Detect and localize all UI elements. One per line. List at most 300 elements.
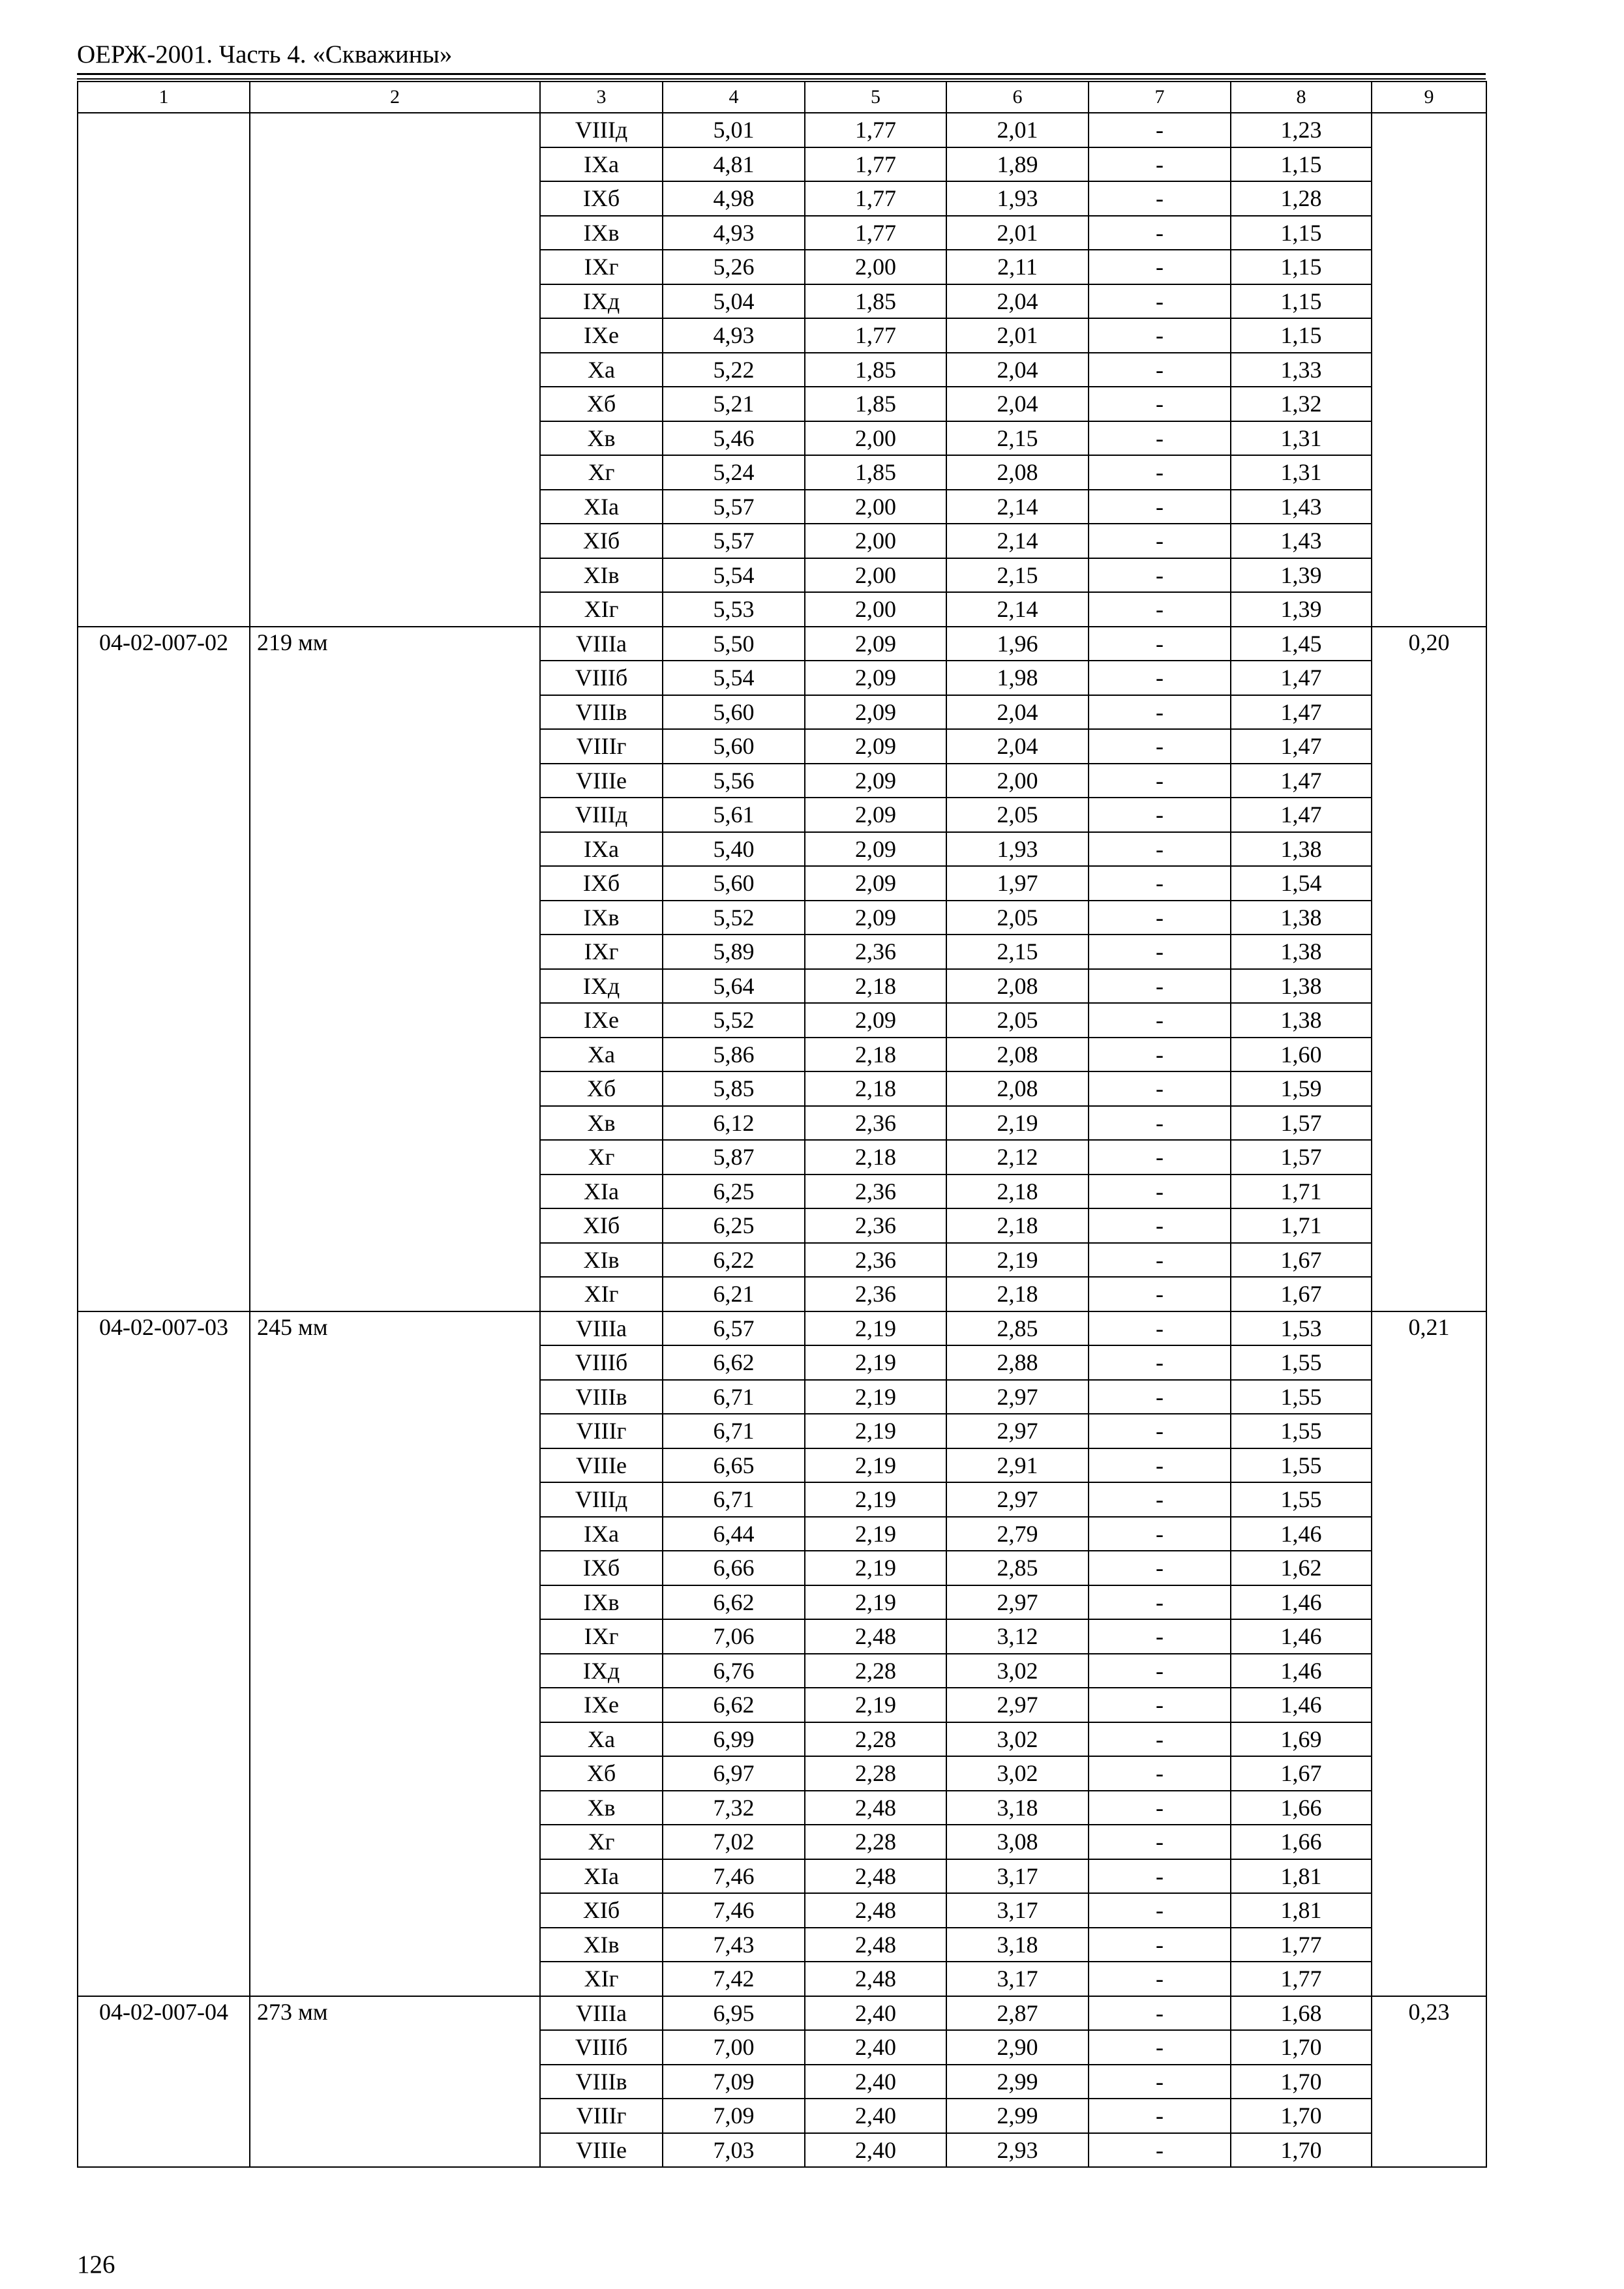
- value-cell: -: [1089, 1791, 1231, 1825]
- value-cell: 2,04: [946, 695, 1089, 730]
- value-cell: 1,70: [1231, 2030, 1372, 2065]
- rock-category-cell: IXб: [540, 181, 663, 216]
- value-cell: 2,08: [946, 1038, 1089, 1072]
- value-cell: 2,09: [805, 901, 946, 935]
- rock-category-cell: VIIIа: [540, 1996, 663, 2031]
- value-cell: 1,38: [1231, 1003, 1372, 1038]
- value-cell: 6,25: [663, 1208, 805, 1243]
- rock-category-cell: IXа: [540, 1517, 663, 1551]
- value-cell: 1,55: [1231, 1414, 1372, 1448]
- value-cell: 2,11: [946, 250, 1089, 284]
- value-cell: -: [1089, 1962, 1231, 1996]
- value-cell: 1,98: [946, 661, 1089, 695]
- value-cell: -: [1089, 627, 1231, 661]
- value-cell: 1,15: [1231, 216, 1372, 250]
- value-cell: 2,19: [805, 1345, 946, 1380]
- value-cell: 5,22: [663, 353, 805, 387]
- value-cell: -: [1089, 1106, 1231, 1141]
- diameter-cell: 245 мм: [250, 1311, 540, 1996]
- value-cell: 2,48: [805, 1791, 946, 1825]
- rock-category-cell: Xг: [540, 1825, 663, 1859]
- value-cell: 5,52: [663, 901, 805, 935]
- column-number: 2: [250, 82, 540, 113]
- table-row: [78, 627, 1486, 661]
- norm-code-cell: 04-02-007-03: [78, 1311, 250, 1996]
- page-number: 126: [77, 2251, 115, 2279]
- value-cell: 2,14: [946, 524, 1089, 558]
- value-cell: 2,09: [805, 764, 946, 798]
- value-cell: 3,17: [946, 1893, 1089, 1928]
- value-cell: 1,85: [805, 353, 946, 387]
- rock-category-cell: Xа: [540, 1038, 663, 1072]
- rock-category-cell: VIIIа: [540, 1311, 663, 1346]
- value-cell: 5,50: [663, 627, 805, 661]
- value-cell: 5,61: [663, 798, 805, 832]
- value-cell: 7,03: [663, 2133, 805, 2168]
- value-cell: 2,00: [805, 250, 946, 284]
- value-cell: -: [1089, 935, 1231, 969]
- value-cell: 2,19: [805, 1448, 946, 1483]
- value-cell: 1,66: [1231, 1791, 1372, 1825]
- value-cell: -: [1089, 1756, 1231, 1791]
- value-cell: 5,85: [663, 1071, 805, 1106]
- value-cell: 6,62: [663, 1585, 805, 1620]
- value-cell: 1,93: [946, 181, 1089, 216]
- value-cell: 7,09: [663, 2099, 805, 2133]
- value-cell: 2,01: [946, 113, 1089, 147]
- value-cell: 5,56: [663, 764, 805, 798]
- value-cell: 2,40: [805, 2099, 946, 2133]
- value-cell: -: [1089, 1038, 1231, 1072]
- value-cell: -: [1089, 387, 1231, 421]
- value-cell: 1,77: [805, 318, 946, 353]
- value-cell: 2,40: [805, 2065, 946, 2099]
- value-cell: -: [1089, 318, 1231, 353]
- value-cell: 2,08: [946, 969, 1089, 1004]
- value-cell: 2,97: [946, 1585, 1089, 1620]
- value-cell: 2,87: [946, 1996, 1089, 2031]
- value-cell: 2,36: [805, 935, 946, 969]
- value-cell: 3,17: [946, 1962, 1089, 1996]
- rock-category-cell: VIIIд: [540, 113, 663, 147]
- value-cell: 2,00: [805, 592, 946, 627]
- value-cell: 7,02: [663, 1825, 805, 1859]
- value-cell: 2,48: [805, 1962, 946, 1996]
- value-cell: 2,09: [805, 832, 946, 867]
- value-cell: 2,12: [946, 1140, 1089, 1174]
- value-cell: 2,19: [805, 1482, 946, 1517]
- value-cell: 1,28: [1231, 181, 1372, 216]
- rock-category-cell: XIг: [540, 592, 663, 627]
- value-cell: 2,48: [805, 1893, 946, 1928]
- value-cell: 1,70: [1231, 2099, 1372, 2133]
- rock-category-cell: IXд: [540, 1654, 663, 1688]
- value-cell: -: [1089, 250, 1231, 284]
- value-cell: 7,46: [663, 1859, 805, 1894]
- value-cell: -: [1089, 1311, 1231, 1346]
- value-cell: 3,02: [946, 1654, 1089, 1688]
- value-cell: 3,18: [946, 1928, 1089, 1962]
- value-cell: 2,01: [946, 216, 1089, 250]
- value-cell: 2,18: [805, 1140, 946, 1174]
- value-cell: 5,87: [663, 1140, 805, 1174]
- value-cell: 5,21: [663, 387, 805, 421]
- rock-category-cell: Xб: [540, 387, 663, 421]
- value-cell: 3,02: [946, 1722, 1089, 1757]
- value-cell: 2,91: [946, 1448, 1089, 1483]
- diameter-cell: 273 мм: [250, 1996, 540, 2168]
- value-cell: 6,62: [663, 1688, 805, 1722]
- value-cell: 1,23: [1231, 113, 1372, 147]
- value-cell: 2,09: [805, 866, 946, 901]
- value-cell: -: [1089, 661, 1231, 695]
- value-cell: -: [1089, 1551, 1231, 1585]
- value-cell: 6,95: [663, 1996, 805, 2031]
- value-cell: 1,47: [1231, 661, 1372, 695]
- value-cell: 2,19: [805, 1517, 946, 1551]
- value-cell: 1,15: [1231, 147, 1372, 182]
- value-cell: 2,18: [805, 1038, 946, 1072]
- value-cell: 1,32: [1231, 387, 1372, 421]
- rock-category-cell: IXг: [540, 1619, 663, 1654]
- rock-category-cell: Xг: [540, 1140, 663, 1174]
- value-cell: 2,08: [946, 1071, 1089, 1106]
- value-cell: 1,67: [1231, 1756, 1372, 1791]
- value-cell: -: [1089, 1585, 1231, 1620]
- rock-category-cell: Xв: [540, 1791, 663, 1825]
- value-cell: 2,79: [946, 1517, 1089, 1551]
- value-cell: 2,40: [805, 1996, 946, 2031]
- rock-category-cell: XIв: [540, 1928, 663, 1962]
- norm-code-cell: [78, 113, 250, 627]
- value-cell: -: [1089, 1517, 1231, 1551]
- value-cell: 1,97: [946, 866, 1089, 901]
- value-cell: 1,43: [1231, 524, 1372, 558]
- rock-category-cell: VIIIг: [540, 1414, 663, 1448]
- value-cell: 1,39: [1231, 592, 1372, 627]
- value-cell: 5,60: [663, 866, 805, 901]
- value-cell: -: [1089, 216, 1231, 250]
- rock-category-cell: VIIIд: [540, 1482, 663, 1517]
- value-cell: -: [1089, 147, 1231, 182]
- page-header-title: ОЕРЖ-2001. Часть 4. «Скважины»: [77, 40, 453, 68]
- value-cell: 2,99: [946, 2099, 1089, 2133]
- value-cell: -: [1089, 1825, 1231, 1859]
- value-cell: -: [1089, 901, 1231, 935]
- rock-category-cell: Xа: [540, 1722, 663, 1757]
- column-number: 6: [946, 82, 1089, 113]
- rock-category-cell: IXв: [540, 216, 663, 250]
- value-cell: 2,28: [805, 1654, 946, 1688]
- value-cell: 1,68: [1231, 1996, 1372, 2031]
- rock-category-cell: IXе: [540, 1003, 663, 1038]
- value-cell: 2,19: [805, 1380, 946, 1414]
- rock-category-cell: VIIIв: [540, 695, 663, 730]
- rock-category-cell: XIб: [540, 524, 663, 558]
- value-cell: 1,57: [1231, 1106, 1372, 1141]
- value-cell: 2,18: [946, 1208, 1089, 1243]
- value-cell: 1,93: [946, 832, 1089, 867]
- value-cell: 1,38: [1231, 935, 1372, 969]
- value-cell: 1,71: [1231, 1208, 1372, 1243]
- rock-category-cell: VIIIб: [540, 661, 663, 695]
- value-cell: 2,48: [805, 1859, 946, 1894]
- value-cell: -: [1089, 1996, 1231, 2031]
- value-cell: 5,54: [663, 558, 805, 593]
- value-cell: 6,25: [663, 1174, 805, 1209]
- value-cell: 1,81: [1231, 1859, 1372, 1894]
- value-cell: 7,42: [663, 1962, 805, 1996]
- value-cell: -: [1089, 558, 1231, 593]
- value-cell: 2,36: [805, 1208, 946, 1243]
- header-rule-thick: [77, 73, 1486, 75]
- value-cell: 6,21: [663, 1277, 805, 1311]
- value-cell: 2,48: [805, 1928, 946, 1962]
- value-cell: -: [1089, 1414, 1231, 1448]
- value-cell: 5,60: [663, 729, 805, 764]
- value-cell: -: [1089, 1619, 1231, 1654]
- value-cell: 2,28: [805, 1722, 946, 1757]
- rock-category-cell: VIIIг: [540, 2099, 663, 2133]
- value-cell: 7,43: [663, 1928, 805, 1962]
- value-cell: 1,15: [1231, 250, 1372, 284]
- value-cell: 1,38: [1231, 901, 1372, 935]
- value-cell: 2,18: [805, 969, 946, 1004]
- value-cell: 1,85: [805, 455, 946, 490]
- value-cell: -: [1089, 1893, 1231, 1928]
- value-cell: 1,15: [1231, 318, 1372, 353]
- value-cell: 2,09: [805, 695, 946, 730]
- value-cell: 2,04: [946, 387, 1089, 421]
- value-cell: -: [1089, 524, 1231, 558]
- value-cell: -: [1089, 1654, 1231, 1688]
- value-cell: 2,15: [946, 421, 1089, 456]
- value-cell: -: [1089, 455, 1231, 490]
- column-number: 8: [1231, 82, 1372, 113]
- column-number: 7: [1089, 82, 1231, 113]
- value-cell: 2,19: [805, 1414, 946, 1448]
- value-cell: 1,81: [1231, 1893, 1372, 1928]
- rock-category-cell: Xб: [540, 1071, 663, 1106]
- value-cell: 1,31: [1231, 421, 1372, 456]
- value-cell: 2,04: [946, 729, 1089, 764]
- norm-code-cell: 04-02-007-02: [78, 627, 250, 1311]
- value-cell: 2,28: [805, 1756, 946, 1791]
- value-cell: 2,40: [805, 2133, 946, 2168]
- value-cell: 1,46: [1231, 1517, 1372, 1551]
- value-cell: 3,12: [946, 1619, 1089, 1654]
- value-cell: 1,46: [1231, 1688, 1372, 1722]
- value-cell: 2,09: [805, 1003, 946, 1038]
- value-cell: 2,36: [805, 1174, 946, 1209]
- table-body: [78, 113, 1486, 2167]
- rock-category-cell: XIв: [540, 1243, 663, 1278]
- value-cell: 2,19: [946, 1243, 1089, 1278]
- value-cell: 5,60: [663, 695, 805, 730]
- rock-category-cell: IXе: [540, 318, 663, 353]
- value-cell: 5,53: [663, 592, 805, 627]
- value-cell: 2,18: [946, 1277, 1089, 1311]
- value-cell: 1,38: [1231, 969, 1372, 1004]
- value-cell: 1,47: [1231, 729, 1372, 764]
- value-cell: 1,70: [1231, 2133, 1372, 2168]
- value-cell: -: [1089, 1140, 1231, 1174]
- value-cell: 1,96: [946, 627, 1089, 661]
- value-cell: 2,40: [805, 2030, 946, 2065]
- value-cell: 2,00: [805, 490, 946, 524]
- value-cell: 2,88: [946, 1345, 1089, 1380]
- value-cell: 2,85: [946, 1311, 1089, 1346]
- column-number: 5: [805, 82, 946, 113]
- value-cell: -: [1089, 113, 1231, 147]
- value-cell: 5,40: [663, 832, 805, 867]
- rock-category-cell: VIIIд: [540, 798, 663, 832]
- value-cell: -: [1089, 1208, 1231, 1243]
- value-cell: 7,32: [663, 1791, 805, 1825]
- value-cell: 1,60: [1231, 1038, 1372, 1072]
- value-cell: 1,31: [1231, 455, 1372, 490]
- rock-category-cell: XIг: [540, 1962, 663, 1996]
- value-cell: 1,57: [1231, 1140, 1372, 1174]
- value-cell: -: [1089, 1345, 1231, 1380]
- col9-value-cell: [1372, 113, 1486, 627]
- value-cell: 2,14: [946, 592, 1089, 627]
- value-cell: 5,64: [663, 969, 805, 1004]
- value-cell: 1,85: [805, 284, 946, 319]
- value-cell: 5,26: [663, 250, 805, 284]
- diameter-cell: [250, 113, 540, 627]
- rock-category-cell: VIIIв: [540, 2065, 663, 2099]
- value-cell: 1,33: [1231, 353, 1372, 387]
- value-cell: -: [1089, 798, 1231, 832]
- rock-category-cell: Xв: [540, 421, 663, 456]
- value-cell: 6,57: [663, 1311, 805, 1346]
- column-number: 4: [663, 82, 805, 113]
- value-cell: 2,93: [946, 2133, 1089, 2168]
- value-cell: 2,00: [805, 524, 946, 558]
- rock-category-cell: IXв: [540, 1585, 663, 1620]
- value-cell: 5,86: [663, 1038, 805, 1072]
- value-cell: 2,14: [946, 490, 1089, 524]
- value-cell: -: [1089, 1928, 1231, 1962]
- table-row: [78, 1996, 1486, 2031]
- value-cell: 5,57: [663, 524, 805, 558]
- column-number-row: [78, 82, 1486, 113]
- col9-value-cell: 0,21: [1372, 1311, 1486, 1996]
- value-cell: -: [1089, 1482, 1231, 1517]
- value-cell: 7,06: [663, 1619, 805, 1654]
- rock-category-cell: IXг: [540, 935, 663, 969]
- value-cell: 3,02: [946, 1756, 1089, 1791]
- value-cell: 2,19: [946, 1106, 1089, 1141]
- rock-category-cell: XIг: [540, 1277, 663, 1311]
- value-cell: 2,09: [805, 729, 946, 764]
- value-cell: 6,97: [663, 1756, 805, 1791]
- norms-table: [77, 81, 1487, 2168]
- value-cell: 2,04: [946, 353, 1089, 387]
- value-cell: -: [1089, 969, 1231, 1004]
- header-rule-thin: [77, 78, 1486, 80]
- value-cell: -: [1089, 2133, 1231, 2168]
- value-cell: 2,00: [946, 764, 1089, 798]
- value-cell: -: [1089, 1243, 1231, 1278]
- rock-category-cell: IXб: [540, 866, 663, 901]
- value-cell: 1,59: [1231, 1071, 1372, 1106]
- value-cell: 2,15: [946, 935, 1089, 969]
- value-cell: 1,55: [1231, 1345, 1372, 1380]
- rock-category-cell: VIIIе: [540, 2133, 663, 2168]
- value-cell: 2,90: [946, 2030, 1089, 2065]
- value-cell: 1,43: [1231, 490, 1372, 524]
- value-cell: -: [1089, 2099, 1231, 2133]
- value-cell: -: [1089, 1003, 1231, 1038]
- value-cell: 2,97: [946, 1380, 1089, 1414]
- rock-category-cell: IXб: [540, 1551, 663, 1585]
- column-number: 3: [540, 82, 663, 113]
- value-cell: 7,09: [663, 2065, 805, 2099]
- value-cell: -: [1089, 1174, 1231, 1209]
- value-cell: 5,01: [663, 113, 805, 147]
- value-cell: 2,36: [805, 1243, 946, 1278]
- rock-category-cell: VIIIе: [540, 1448, 663, 1483]
- value-cell: -: [1089, 866, 1231, 901]
- value-cell: 1,89: [946, 147, 1089, 182]
- value-cell: 2,04: [946, 284, 1089, 319]
- value-cell: 2,09: [805, 798, 946, 832]
- value-cell: 3,17: [946, 1859, 1089, 1894]
- value-cell: 2,36: [805, 1277, 946, 1311]
- value-cell: 2,97: [946, 1482, 1089, 1517]
- rock-category-cell: IXа: [540, 147, 663, 182]
- rock-category-cell: VIIIг: [540, 729, 663, 764]
- value-cell: 5,52: [663, 1003, 805, 1038]
- value-cell: 2,09: [805, 661, 946, 695]
- value-cell: 5,57: [663, 490, 805, 524]
- col9-value-cell: 0,23: [1372, 1996, 1486, 2168]
- value-cell: 6,71: [663, 1482, 805, 1517]
- value-cell: -: [1089, 421, 1231, 456]
- value-cell: 2,99: [946, 2065, 1089, 2099]
- value-cell: -: [1089, 1722, 1231, 1757]
- value-cell: 6,62: [663, 1345, 805, 1380]
- value-cell: 6,71: [663, 1414, 805, 1448]
- value-cell: 7,46: [663, 1893, 805, 1928]
- norm-code-cell: 04-02-007-04: [78, 1996, 250, 2168]
- value-cell: 1,77: [805, 147, 946, 182]
- table-row: [78, 113, 1486, 147]
- value-cell: 1,54: [1231, 866, 1372, 901]
- column-number: 9: [1372, 82, 1486, 113]
- value-cell: 2,18: [946, 1174, 1089, 1209]
- value-cell: 1,71: [1231, 1174, 1372, 1209]
- value-cell: 5,54: [663, 661, 805, 695]
- value-cell: 4,93: [663, 318, 805, 353]
- value-cell: 2,85: [946, 1551, 1089, 1585]
- value-cell: 6,22: [663, 1243, 805, 1278]
- value-cell: 2,00: [805, 558, 946, 593]
- value-cell: 1,46: [1231, 1654, 1372, 1688]
- value-cell: 1,15: [1231, 284, 1372, 319]
- rock-category-cell: Xб: [540, 1756, 663, 1791]
- rock-category-cell: Xв: [540, 1106, 663, 1141]
- value-cell: 1,77: [1231, 1928, 1372, 1962]
- rock-category-cell: VIIIе: [540, 764, 663, 798]
- value-cell: -: [1089, 832, 1231, 867]
- value-cell: -: [1089, 1688, 1231, 1722]
- diameter-cell: 219 мм: [250, 627, 540, 1311]
- value-cell: 1,67: [1231, 1277, 1372, 1311]
- value-cell: 2,19: [805, 1311, 946, 1346]
